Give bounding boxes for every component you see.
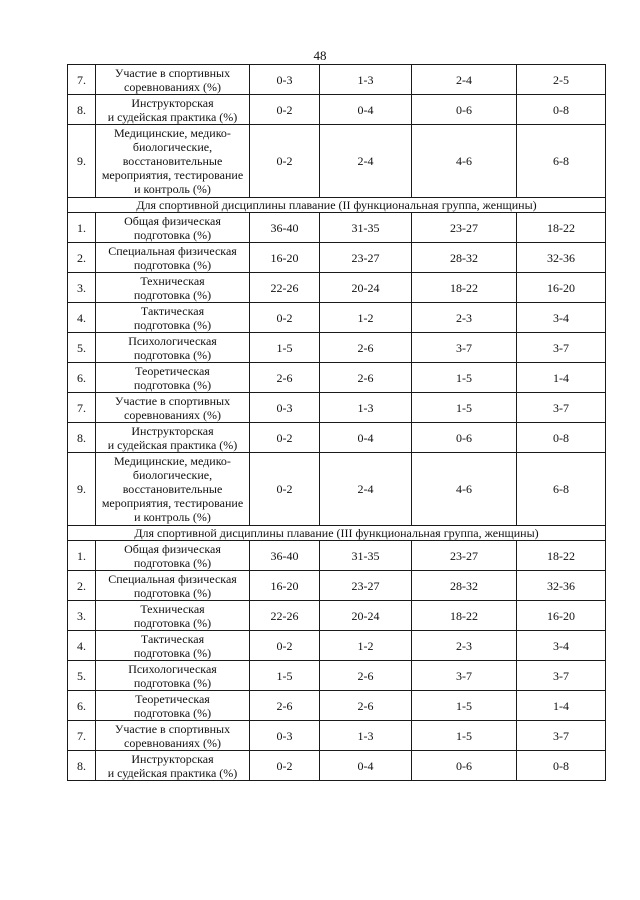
row-name	[96, 541, 250, 571]
value-cell: 2-3	[412, 303, 517, 333]
row-name	[96, 303, 250, 333]
value-cell: 6-8	[517, 125, 606, 198]
row-name-line: подготовка (%)	[133, 227, 212, 242]
value-cell: 6-8	[517, 453, 606, 526]
section-row	[68, 198, 606, 213]
row-name-line: Психологическая	[128, 333, 217, 348]
row-name-line: подготовка (%)	[133, 287, 212, 302]
value-cell: 2-6	[250, 363, 320, 393]
row-name	[96, 661, 250, 691]
row-number: 2.	[68, 243, 96, 273]
value-cell: 3-7	[517, 721, 606, 751]
row-name	[96, 273, 250, 303]
table-row	[68, 65, 606, 95]
value-cell: 1-4	[517, 363, 606, 393]
row-name-line: подготовка (%)	[133, 705, 212, 720]
row-number: 1.	[68, 541, 96, 571]
table-row	[68, 661, 606, 691]
value-cell: 1-5	[412, 691, 517, 721]
value-cell: 0-2	[250, 453, 320, 526]
value-cell: 3-4	[517, 631, 606, 661]
value-cell: 0-2	[250, 423, 320, 453]
row-name-line: Теоретическая	[135, 691, 210, 706]
value-cell: 3-7	[412, 661, 517, 691]
row-name-line: Теоретическая	[135, 363, 210, 378]
row-number: 9.	[68, 453, 96, 526]
row-number: 3.	[68, 601, 96, 631]
value-cell: 2-4	[320, 125, 412, 198]
value-cell: 18-22	[517, 541, 606, 571]
row-name-line: мероприятия, тестирование	[101, 496, 244, 510]
row-name-line: подготовка (%)	[133, 585, 212, 600]
value-cell: 1-5	[250, 333, 320, 363]
row-name	[96, 571, 250, 601]
section-heading: Для спортивной дисциплины плавание (II функциональная группа, женщины)	[68, 198, 606, 213]
value-cell: 18-22	[517, 213, 606, 243]
row-number: 3.	[68, 273, 96, 303]
row-number: 1.	[68, 213, 96, 243]
value-cell: 0-6	[412, 423, 517, 453]
value-cell: 2-6	[320, 691, 412, 721]
value-cell: 16-20	[250, 243, 320, 273]
value-cell: 16-20	[517, 601, 606, 631]
row-name-line: соревнованиях (%)	[124, 79, 221, 94]
row-name-line: и судейская практика (%)	[107, 765, 238, 780]
row-number: 8.	[68, 95, 96, 125]
row-name	[96, 363, 250, 393]
row-number: 4.	[68, 303, 96, 333]
value-cell: 1-5	[412, 393, 517, 423]
value-cell: 2-3	[412, 631, 517, 661]
row-name-line: Техническая	[140, 273, 205, 288]
value-cell: 3-7	[517, 661, 606, 691]
value-cell: 32-36	[517, 243, 606, 273]
row-name-line: мероприятия, тестирование	[101, 168, 244, 182]
value-cell: 4-6	[412, 125, 517, 198]
row-name-line: и судейская практика (%)	[107, 437, 238, 452]
row-name	[96, 125, 250, 198]
table-row	[68, 571, 606, 601]
value-cell: 1-3	[320, 393, 412, 423]
row-name-line: Инструкторская	[131, 751, 214, 766]
value-cell: 0-2	[250, 303, 320, 333]
value-cell: 3-7	[517, 393, 606, 423]
row-name	[96, 243, 250, 273]
row-number: 9.	[68, 125, 96, 198]
row-name-line: Участие в спортивных	[114, 393, 231, 408]
value-cell: 2-6	[320, 661, 412, 691]
row-name	[96, 601, 250, 631]
row-name-line: соревнованиях (%)	[124, 735, 221, 750]
row-name-line: Тактическая	[140, 303, 205, 318]
row-name-line: биологические,	[132, 468, 213, 482]
value-cell: 2-4	[320, 453, 412, 526]
value-cell: 1-5	[412, 721, 517, 751]
value-cell: 0-4	[320, 423, 412, 453]
table-row	[68, 393, 606, 423]
row-name-line: Общая физическая	[124, 541, 221, 556]
row-number: 4.	[68, 631, 96, 661]
value-cell: 32-36	[517, 571, 606, 601]
row-name-line: Психологическая	[128, 661, 217, 676]
value-cell: 3-7	[517, 333, 606, 363]
value-cell: 16-20	[250, 571, 320, 601]
row-name	[96, 333, 250, 363]
row-number: 7.	[68, 393, 96, 423]
value-cell: 23-27	[320, 571, 412, 601]
value-cell: 0-4	[320, 95, 412, 125]
row-name-line: Специальная физическая	[108, 571, 237, 586]
table-row	[68, 423, 606, 453]
row-name-line: подготовка (%)	[133, 347, 212, 362]
row-name-line: Инструкторская	[131, 423, 214, 438]
row-name	[96, 721, 250, 751]
value-cell: 36-40	[250, 213, 320, 243]
value-cell: 36-40	[250, 541, 320, 571]
value-cell: 0-2	[250, 751, 320, 781]
row-name-line: подготовка (%)	[133, 377, 212, 392]
row-name-line: восстановительные	[122, 482, 223, 496]
value-cell: 2-5	[517, 65, 606, 95]
value-cell: 23-27	[320, 243, 412, 273]
row-name-line: Общая физическая	[124, 213, 221, 228]
section-heading: Для спортивной дисциплины плавание (III функциональная группа, женщины)	[68, 526, 606, 541]
value-cell: 0-8	[517, 751, 606, 781]
row-number: 5.	[68, 333, 96, 363]
row-name-line: Медицинские, медико-	[114, 454, 231, 468]
value-cell: 0-6	[412, 95, 517, 125]
row-name-line: Техническая	[140, 601, 205, 616]
table-row	[68, 243, 606, 273]
value-cell: 23-27	[412, 541, 517, 571]
row-name-line: подготовка (%)	[133, 675, 212, 690]
value-cell: 2-6	[320, 363, 412, 393]
value-cell: 22-26	[250, 273, 320, 303]
row-name-line: и контроль (%)	[134, 510, 211, 524]
row-name-line: и контроль (%)	[134, 182, 211, 196]
value-cell: 1-3	[320, 721, 412, 751]
row-name	[96, 631, 250, 661]
row-name-line: подготовка (%)	[133, 555, 212, 570]
section-row	[68, 526, 606, 541]
row-name	[96, 751, 250, 781]
value-cell: 0-2	[250, 95, 320, 125]
value-cell: 20-24	[320, 601, 412, 631]
row-number: 8.	[68, 751, 96, 781]
value-cell: 0-2	[250, 631, 320, 661]
table-row	[68, 631, 606, 661]
row-number: 2.	[68, 571, 96, 601]
value-cell: 23-27	[412, 213, 517, 243]
value-cell: 3-7	[412, 333, 517, 363]
table-row	[68, 453, 606, 526]
value-cell: 0-3	[250, 65, 320, 95]
row-name-line: Тактическая	[140, 631, 205, 646]
value-cell: 31-35	[320, 213, 412, 243]
value-cell: 1-2	[320, 631, 412, 661]
value-cell: 22-26	[250, 601, 320, 631]
row-name	[96, 213, 250, 243]
row-name-line: подготовка (%)	[133, 615, 212, 630]
row-name-line: Инструкторская	[131, 95, 214, 110]
row-number: 7.	[68, 721, 96, 751]
table-row	[68, 751, 606, 781]
table-row	[68, 213, 606, 243]
value-cell: 0-3	[250, 721, 320, 751]
value-cell: 16-20	[517, 273, 606, 303]
row-name	[96, 453, 250, 526]
value-cell: 0-8	[517, 423, 606, 453]
table-row	[68, 95, 606, 125]
row-number: 6.	[68, 691, 96, 721]
table-body	[68, 65, 606, 781]
row-name-line: подготовка (%)	[133, 257, 212, 272]
row-name-line: Медицинские, медико-	[114, 126, 231, 140]
value-cell: 0-2	[250, 125, 320, 198]
row-name-line: Специальная физическая	[108, 243, 237, 258]
row-name-line: подготовка (%)	[133, 317, 212, 332]
row-name-line: и судейская практика (%)	[107, 109, 238, 124]
value-cell: 1-4	[517, 691, 606, 721]
value-cell: 31-35	[320, 541, 412, 571]
table-row	[68, 125, 606, 198]
table-row	[68, 601, 606, 631]
row-name-line: подготовка (%)	[133, 645, 212, 660]
row-name	[96, 393, 250, 423]
value-cell: 20-24	[320, 273, 412, 303]
value-cell: 28-32	[412, 571, 517, 601]
value-cell: 2-6	[250, 691, 320, 721]
row-name-line: восстановительные	[122, 154, 223, 168]
row-name	[96, 423, 250, 453]
row-name-line: соревнованиях (%)	[124, 407, 221, 422]
row-name-line: Участие в спортивных	[114, 65, 231, 80]
value-cell: 0-6	[412, 751, 517, 781]
table-row	[68, 273, 606, 303]
value-cell: 28-32	[412, 243, 517, 273]
table-row	[68, 721, 606, 751]
row-name-line: биологические,	[132, 140, 213, 154]
value-cell: 1-5	[250, 661, 320, 691]
row-number: 7.	[68, 65, 96, 95]
table-row	[68, 333, 606, 363]
row-name	[96, 65, 250, 95]
value-cell: 4-6	[412, 453, 517, 526]
value-cell: 0-3	[250, 393, 320, 423]
row-number: 8.	[68, 423, 96, 453]
value-cell: 18-22	[412, 601, 517, 631]
table-row	[68, 363, 606, 393]
page-number: 48	[313, 48, 327, 63]
value-cell: 0-8	[517, 95, 606, 125]
value-cell: 1-2	[320, 303, 412, 333]
row-number: 5.	[68, 661, 96, 691]
value-cell: 1-5	[412, 363, 517, 393]
row-name	[96, 95, 250, 125]
value-cell: 0-4	[320, 751, 412, 781]
table-row	[68, 303, 606, 333]
value-cell: 2-4	[412, 65, 517, 95]
row-name-line: Участие в спортивных	[114, 721, 231, 736]
value-cell: 18-22	[412, 273, 517, 303]
table-row	[68, 541, 606, 571]
training-plan-table	[67, 64, 606, 781]
value-cell: 2-6	[320, 333, 412, 363]
row-number: 6.	[68, 363, 96, 393]
table-row	[68, 691, 606, 721]
value-cell: 3-4	[517, 303, 606, 333]
row-name	[96, 691, 250, 721]
value-cell: 1-3	[320, 65, 412, 95]
